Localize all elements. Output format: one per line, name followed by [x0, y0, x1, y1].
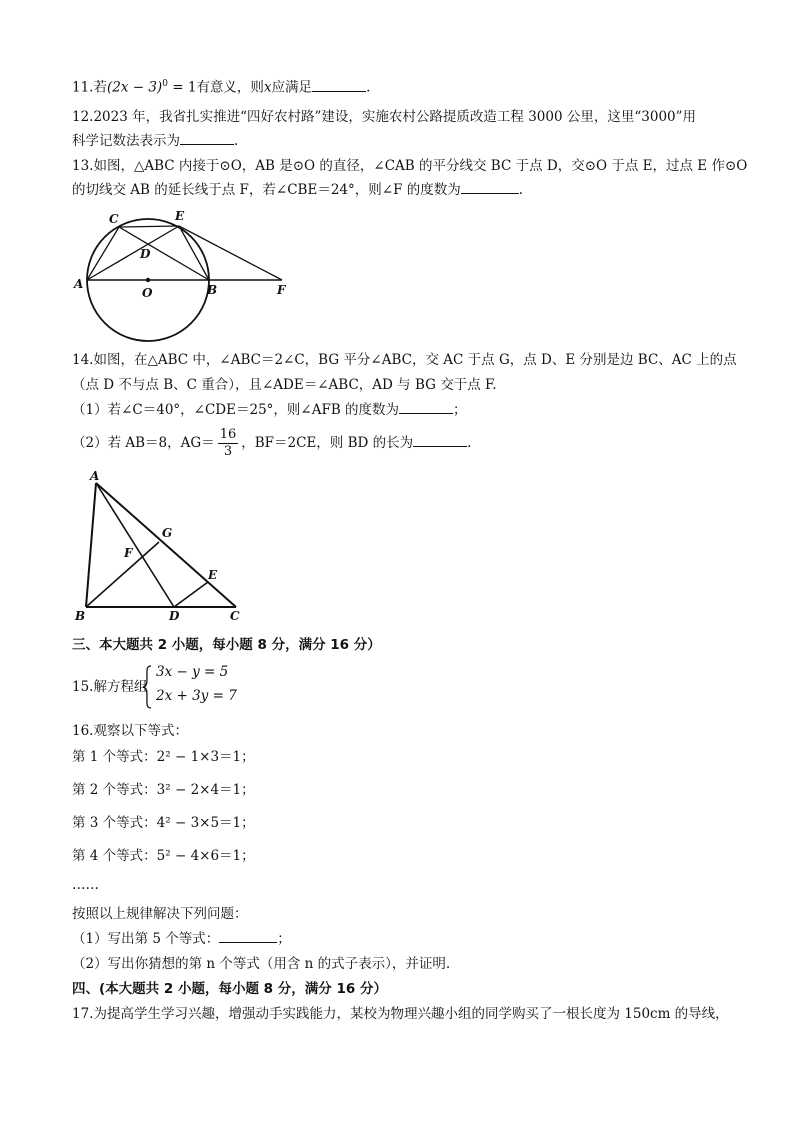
- q14-part1-end: ；: [453, 402, 467, 418]
- q11-expression: (2x − 3): [106, 79, 163, 96]
- label-c: C: [230, 609, 240, 622]
- q16-task: 按照以上规律解决下列问题：: [72, 906, 248, 922]
- q14-part2-end: .: [467, 435, 472, 451]
- label-d: D: [169, 609, 180, 622]
- q13-end: .: [518, 182, 524, 198]
- q12-answer-blank[interactable]: [180, 131, 234, 145]
- q14-line1: 14.如图，在△ABC 中，∠ABC＝2∠C，BG 平分∠ABC，交 AC 于点 G，点 D、E 分别是边 BC、AC 上的点: [72, 352, 737, 368]
- q16-intro: 16.观察以下等式：: [72, 723, 188, 739]
- section-4-heading: 四、(本大题共 2 小题，每小题 8 分，满分 16 分）: [72, 981, 387, 997]
- q14-triangle-figure: [70, 470, 250, 622]
- q16-eq2-expr: 3² − 2×4＝1；: [156, 782, 255, 798]
- q16-equation-2: [72, 780, 255, 800]
- label-g: G: [162, 526, 173, 540]
- q16-eq4-label: 第 4 个等式：: [72, 848, 157, 864]
- q16-part2: （2）写出你猜想的第 n 个等式（用含 n 的式子表示），并证明.: [72, 956, 451, 972]
- q11-answer-blank[interactable]: [312, 78, 366, 92]
- q11-expression-tail: = 1: [167, 79, 197, 96]
- q15-prefix: 15.解方程组: [72, 679, 148, 695]
- label-a: A: [90, 470, 100, 483]
- q12-line1: 12.2023 年，我省扎实推进“四好农村路”建设，实施农村公路提质改造工程 3000 公里，这里“3000”用: [72, 109, 697, 125]
- center-o-dot: [146, 278, 150, 282]
- q14-part1-blank[interactable]: [399, 400, 453, 414]
- question-11: [72, 74, 370, 98]
- line-a-e: [87, 226, 179, 280]
- line-a-c: [87, 227, 119, 280]
- q16-eq4-expr: 5² − 4×6＝1；: [156, 848, 255, 864]
- q16-equation-4: [72, 846, 255, 866]
- label-o: O: [142, 286, 153, 300]
- question-12-line2: [72, 131, 238, 151]
- q12-end: .: [234, 133, 239, 149]
- label-e: E: [175, 209, 185, 223]
- q11-exponent: 0: [162, 79, 168, 89]
- q14-fraction: [218, 427, 239, 460]
- line-c-e: [119, 226, 179, 227]
- q16-eq3-label: 第 3 个等式：: [72, 815, 157, 831]
- q16-part1: [72, 929, 291, 949]
- q16-eq1-expr: 2² − 1×3＝1；: [156, 749, 255, 765]
- q14-fraction-denominator: 3: [223, 444, 233, 459]
- q14-part2-blank[interactable]: [413, 433, 467, 447]
- q13-answer-blank[interactable]: [461, 180, 519, 194]
- q14-part2-b: ，BF＝2CE，则 BD 的长为: [241, 435, 414, 451]
- q14-line2: （点 D 不与点 B、C 重合），且∠ADE＝∠ABC，AD 与 BG 交于点 F.: [72, 377, 497, 393]
- q14-fraction-numerator: 16: [219, 427, 237, 442]
- q14-part1: （1）若∠C＝40°，∠CDE＝25°，则∠AFB 的度数为: [72, 402, 400, 418]
- q13-line1: 13.如图，△ABC 内接于⊙O，AB 是⊙O 的直径，∠CAB 的平分线交 BC 于点 D，交⊙O 于点 E，过点 E 作⊙O: [72, 158, 748, 174]
- side-a-b: [86, 483, 96, 607]
- label-b: B: [207, 283, 218, 297]
- question-13-line2: [72, 180, 523, 200]
- q16-ellipsis: ……: [72, 877, 99, 893]
- label-d: D: [140, 247, 151, 261]
- label-a: A: [74, 277, 84, 291]
- q11-text: 有意义，则: [196, 79, 264, 96]
- q16-eq2-label: 第 2 个等式：: [72, 782, 157, 798]
- side-a-c: [96, 483, 236, 607]
- q17-line1: 17.为提高学生学习兴趣，增强动手实践能力，某校为物理兴趣小组的同学购买了一根长度为 150cm 的导线，: [72, 1006, 729, 1022]
- q11-prefix: 若: [93, 79, 107, 96]
- question-14-part1: [72, 400, 467, 420]
- q13-circle-figure: [70, 206, 300, 346]
- q11-text2: 应满足: [271, 79, 313, 96]
- label-e: E: [208, 568, 218, 582]
- label-b: B: [75, 609, 86, 622]
- q16-equation-1: [72, 747, 255, 767]
- q16-part1-text: （1）写出第 5 个等式：: [72, 931, 220, 947]
- q16-equation-3: [72, 813, 255, 833]
- segment-d-e: [174, 582, 208, 607]
- q13-line2: 的切线交 AB 的延长线于点 F，若∠CBE＝24°，则∠F 的度数为: [72, 182, 461, 198]
- q14-part2-a: （2）若 AB＝8，AG＝: [72, 435, 215, 451]
- left-brace-icon: [142, 665, 152, 709]
- label-f: F: [124, 546, 133, 560]
- q16-eq1-label: 第 1 个等式：: [72, 749, 157, 765]
- bisector-b-g: [86, 542, 159, 607]
- label-c: C: [109, 212, 119, 226]
- question-14-part2: [72, 426, 471, 460]
- label-f: F: [277, 283, 286, 297]
- q11-end: .: [366, 79, 371, 96]
- q16-part1-end: ；: [277, 931, 291, 947]
- q15-equation-2: 2x + 3y = 7: [156, 688, 237, 704]
- q16-eq3-expr: 4² − 3×5＝1；: [156, 815, 255, 831]
- q11-num: 11.: [72, 79, 94, 96]
- q12-line2: 科学记数法表示为: [72, 133, 180, 149]
- q11-variable: x: [263, 79, 272, 96]
- q16-part1-blank[interactable]: [219, 929, 277, 943]
- section-3-heading: 三、本大题共 2 小题，每小题 8 分，满分 16 分）: [72, 637, 381, 653]
- q15-equation-1: 3x − y = 5: [156, 664, 229, 680]
